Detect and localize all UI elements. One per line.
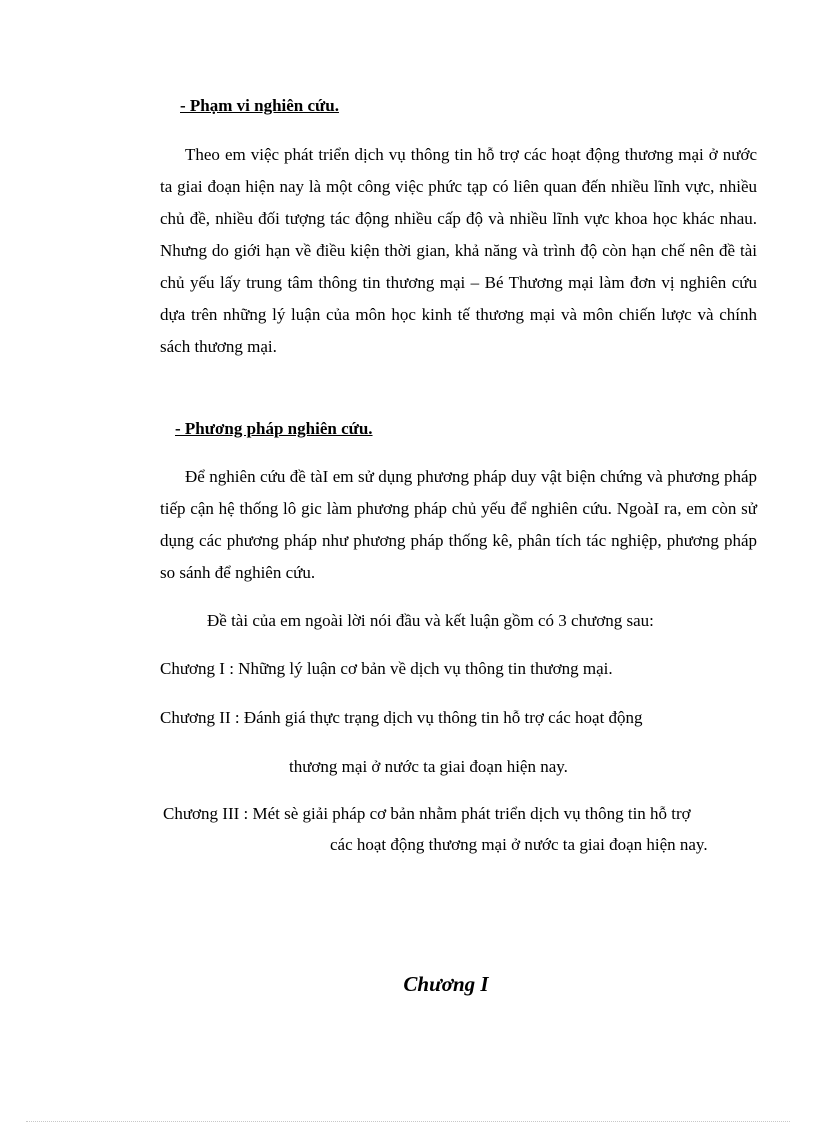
- scope-heading: - Phạm vi nghiên cứu.: [180, 96, 339, 115]
- scope-paragraph: Theo em việc phát triển dịch vụ thông tin hỗ trợ các hoạt động thương mại ở nước ta giai đoạn hiện nay là một công việc phức tạp có liên quan đến nhiều lĩnh vực, nhiều chủ đề, nhiều đối tượng tác động nhiều cấp độ và nhiều lĩnh vực khoa học khác nhau. Nhưng do giới hạn về điều kiện thời gian, khả năng và trình độ còn hạn chế nên đề tài chủ yếu lấy trung tâm thông tin thương mại – Bé Thương mại làm đơn vị nghiên cứu dựa trên những lý luận của môn học kinh tế thương mại và môn chiến lược và chính sách thương mại.: [160, 145, 757, 356]
- outline-chapter-2-line-2: thương mại ở nước ta giai đoạn hiện nay.: [289, 757, 568, 776]
- outline-chapter-2-line-1: Chương II : Đánh giá thực trạng dịch vụ thông tin hỗ trợ các hoạt động: [160, 708, 643, 727]
- outline-chapter-3-line-1: Chương III : Mét sè giải pháp cơ bản nhằm phát triển dịch vụ thông tin hỗ trợ: [163, 804, 691, 823]
- outline-chapter-1: Chương I : Những lý luận cơ bản về dịch vụ thông tin thương mại.: [160, 659, 613, 678]
- page-bottom-rule: [26, 1121, 790, 1122]
- method-paragraph: Để nghiên cứu đề tàI em sử dụng phương pháp duy vật biện chứng và phương pháp tiếp cận hệ thống lô gic làm phương pháp chủ yếu để nghiên cứu. NgoàI ra, em còn sử dụng các phương pháp như phương pháp thống kê, phân tích tác nghiệp, phương pháp so sánh để nghiên cứu.: [160, 467, 757, 582]
- chapter-title: Chương I: [403, 972, 489, 996]
- outline-chapter-3-line-2: các hoạt động thương mại ở nước ta giai đoạn hiện nay.: [330, 835, 708, 854]
- method-heading: - Phương pháp nghiên cứu.: [175, 419, 373, 438]
- outline-intro: Đề tài của em ngoài lời nói đầu và kết luận gồm có 3 chương sau:: [207, 611, 654, 630]
